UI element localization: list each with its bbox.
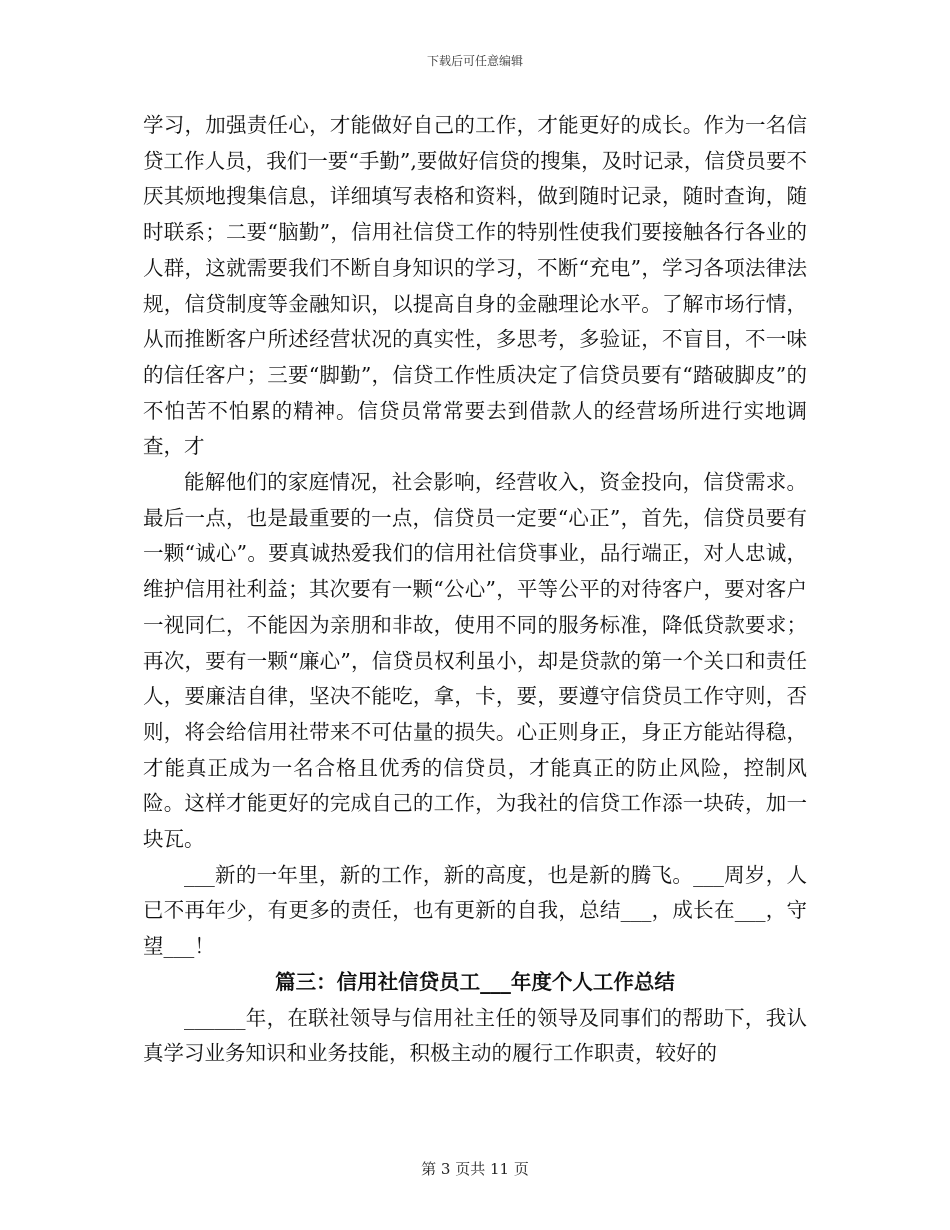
paragraph-2: 能解他们的家庭情况，社会影响，经营收入，资金投向，信贷需求。最后一点，也是最重要的一点，信贷员一定要“心正”，首先，信贷员要有一颗“诚心”。要真诚热爱我们的信用社信贷事业，品行端正，对人忠诚，维护信用社利益；其次要有一颗“公心”，平等公平的对待客户，要对客户一视同仁，不能因为亲朋和非故，使用不同的服务标准，降低贷款要求；再次，要有一颗“廉心”，信贷员权利虽小，却是贷款的第一个关口和责任人，要廉洁自律，坚决不能吃，拿，卡，要，要遵守信贷员工作守则，否则，将会给信用社带来不可估量的损失。心正则身正，身正方能站得稳，才能真正成为一名合格且优秀的信贷员，才能真正的防止风险，控制风险。这样才能更好的完成自己的工作，为我社的信贷工作添一块砖，加一块瓦。 [143, 470, 807, 852]
page-footer: 第 3 页共 11 页 [421, 1160, 529, 1178]
section-title: 篇三：信用社信贷员工___年度个人工作总结 [275, 969, 675, 994]
paragraph-1: 学习，加强责任心，才能做好自己的工作，才能更好的成长。作为一名信贷工作人员，我们一要“手勤”,要做好信贷的搜集，及时记录，信贷员要不厌其烦地搜集信息，详细填写表格和资料，做到随时记录，随时查询，随时联系；二要“脑勤”，信用社信贷工作的特别性使我们要接触各行各业的人群，这就需要我们不断自身知识的学习，不断“充电”，学习各项法律法规，信贷制度等金融知识，以提高自身的金融理论水平。了解市场行情，从而推断客户所述经营状况的真实性，多思考，多验证，不盲目，不一味的信任客户；三要“脚勤”，信贷工作性质决定了信贷员要有“踏破脚皮”的不怕苦不怕累的精神。信贷员常常要去到借款人的经营场所进行实地调查，才 [143, 113, 807, 459]
page-header: 下载后可任意编辑 [426, 54, 523, 68]
paragraph-3: ___新的一年里，新的工作，新的高度，也是新的腾飞。___周岁，人已不再年少，有更多的责任，也有更新的自我，总结___，成长在___，守望___！ [143, 862, 807, 959]
paragraph-4: ______年，在联社领导与信用社主任的领导及同事们的帮助下，我认真学习业务知识和业务技能，积极主动的履行工作职责，较好的 [143, 1005, 807, 1066]
document-body [143, 108, 807, 1072]
